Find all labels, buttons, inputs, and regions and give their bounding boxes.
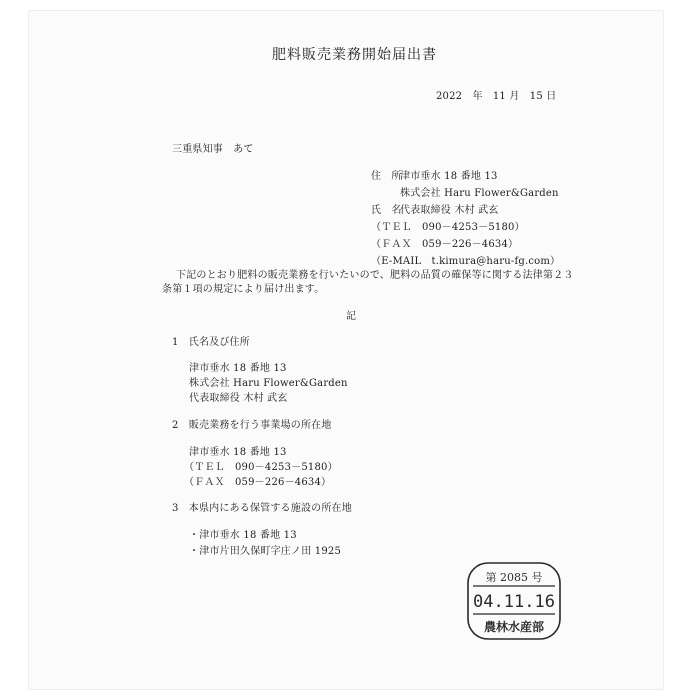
section-1-line: 津市垂水 18 番地 13 [189,363,287,374]
ki-heading: 記 [346,311,357,322]
address-label: 住 所 [371,171,402,182]
applicant-fax: （ＦＡＸ 059－226－4634） [371,239,519,250]
stamp-date: 04.11.16 [473,592,555,612]
addressee: 三重県知事 あて [172,144,254,155]
receipt-stamp [465,560,563,642]
body-line-1: 下記のとおり肥料の販売業務を行いたいので、肥料の品質の確保等に関する法律第２３ [176,270,574,281]
section-2-heading: 2 販売業務を行う事業場の所在地 [172,420,332,431]
section-2-line: （ＦＡＸ 059－226－4634） [184,477,332,488]
stamp-office: 農林水産部 [483,620,545,634]
document-title: 肥料販売業務開始届出書 [272,47,437,63]
document-date: 2022 年 11 月 15 日 [436,91,557,102]
section-3-line: ・津市片田久保町字庄ノ田 1925 [189,546,342,557]
name-label: 氏 名 [371,205,402,216]
section-1-line: 代表取締役 木村 武玄 [189,393,288,404]
section-2-line: （ＴＥＬ 090－4253－5180） [184,462,338,473]
stamp-number: 第 2085 号 [485,571,543,584]
body-line-2: 条第１項の規定により届け出ます。 [162,284,325,295]
document-page [28,10,664,690]
section-1-line: 株式会社 Haru Flower&Garden [189,378,348,389]
applicant-address: 津市垂水 18 番地 13 [400,171,498,182]
applicant-tel: （ＴＥＬ 090－4253－5180） [371,222,525,233]
section-1-heading: 1 氏名及び住所 [172,337,250,348]
applicant-company: 株式会社 Haru Flower&Garden [400,188,559,199]
applicant-email: （E-MAIL t.kimura@haru-fg.com） [371,256,561,267]
section-3-line: ・津市垂水 18 番地 13 [189,530,297,541]
section-3-heading: 3 本県内にある保管する施設の所在地 [172,503,352,514]
applicant-name: 代表取締役 木村 武玄 [400,205,499,216]
section-2-line: 津市垂水 18 番地 13 [189,447,287,458]
